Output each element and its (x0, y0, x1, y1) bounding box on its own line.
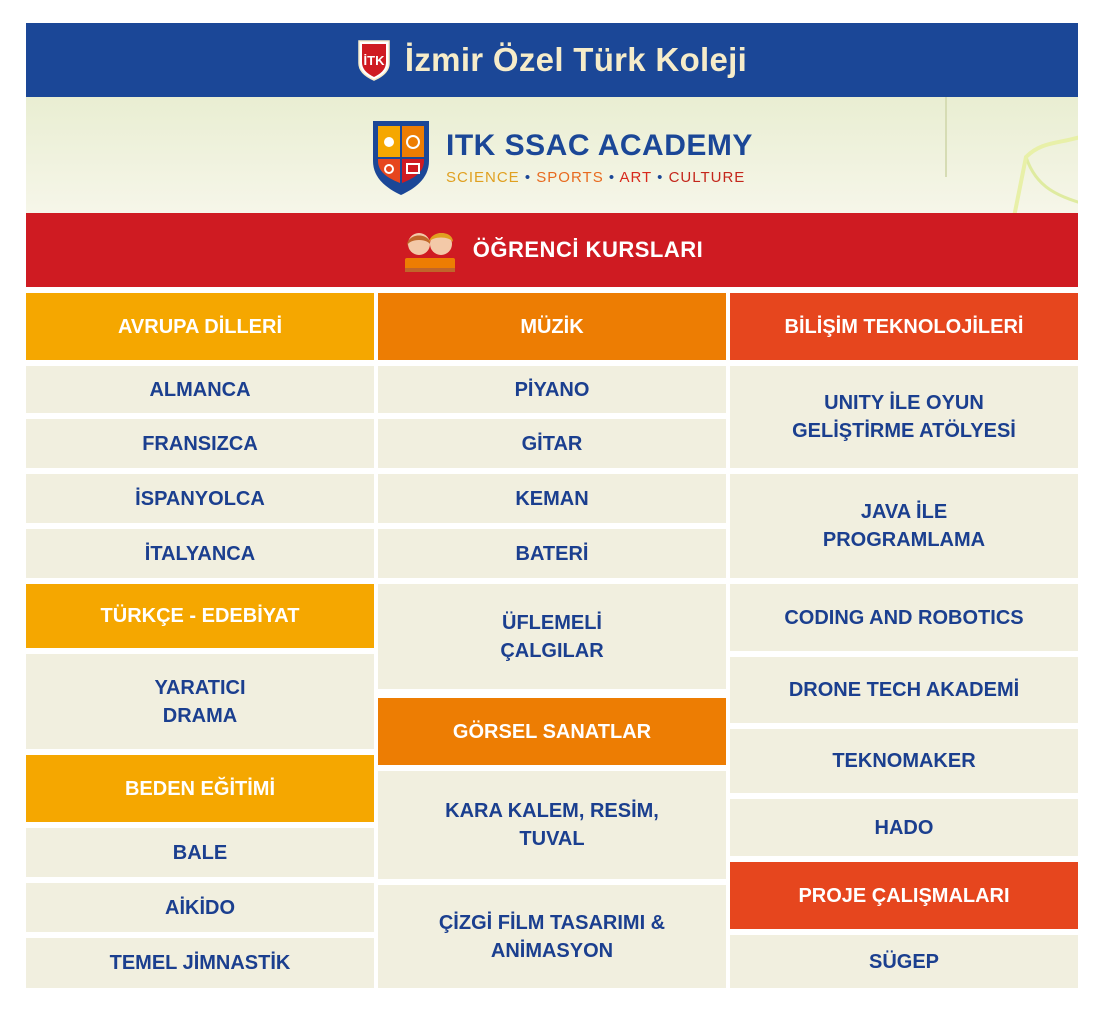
category-music: MÜZİK (378, 293, 726, 360)
category-european-languages: AVRUPA DİLLERİ (26, 293, 374, 360)
course-item: TEKNOMAKER (730, 729, 1078, 793)
course-item: DRONE TECH AKADEMİ (730, 657, 1078, 723)
tagline-art: ART (619, 168, 652, 186)
academy-brand (370, 117, 753, 197)
category-project-work: PROJE ÇALIŞMALARI (730, 862, 1078, 929)
tagline-separator: • (608, 168, 616, 186)
course-item: ÇİZGİ FİLM TASARIMI & ANİMASYON (378, 885, 726, 988)
tagline-sports: SPORTS (536, 168, 604, 186)
course-item: YARATICI DRAMA (26, 654, 374, 749)
course-item: ALMANCA (26, 366, 374, 413)
tagline-separator: • (657, 168, 664, 186)
academy-tagline (446, 169, 753, 186)
academy-name: ITK SSAC ACADEMY (446, 128, 753, 162)
students-icon (401, 224, 459, 276)
school-shield-logo-icon (357, 39, 391, 81)
course-item: ÜFLEMELİ ÇALGILAR (378, 584, 726, 689)
course-item: GİTAR (378, 419, 726, 468)
course-item: BATERİ (378, 529, 726, 578)
course-item: JAVA İLE PROGRAMLAMA (730, 474, 1078, 578)
course-item: KARA KALEM, RESİM, TUVAL (378, 771, 726, 879)
category-information-technologies: BİLİŞİM TEKNOLOJİLERİ (730, 293, 1078, 360)
course-item: UNITY İLE OYUN GELİŞTİRME ATÖLYESİ (730, 366, 1078, 468)
course-item: KEMAN (378, 474, 726, 523)
academy-shield-icon (370, 117, 432, 197)
course-poster (26, 23, 1078, 993)
category-turkish-literature: TÜRKÇE - EDEBİYAT (26, 584, 374, 648)
tagline-science: SCIENCE (446, 168, 520, 186)
tagline-separator: • (524, 168, 532, 186)
decorative-shield-outline-icon (906, 97, 1078, 213)
course-item: BALE (26, 828, 374, 877)
school-name: İzmir Özel Türk Koleji (404, 41, 748, 78)
course-item: SÜGEP (730, 935, 1078, 988)
course-item: AİKİDO (26, 883, 374, 932)
course-item: İTALYANCA (26, 529, 374, 578)
academy-header (26, 97, 1078, 213)
course-item: TEMEL JİMNASTİK (26, 938, 374, 988)
logo-text: İTK (363, 53, 385, 68)
category-visual-arts: GÖRSEL SANATLAR (378, 698, 726, 765)
course-item: PİYANO (378, 366, 726, 413)
courses-banner (26, 213, 1078, 287)
course-item: İSPANYOLCA (26, 474, 374, 523)
course-item: FRANSIZCA (26, 419, 374, 468)
course-item: CODING AND ROBOTICS (730, 584, 1078, 651)
tagline-culture: CULTURE (668, 168, 746, 186)
school-header (26, 23, 1078, 97)
category-physical-education: BEDEN EĞİTİMİ (26, 755, 374, 822)
course-item: HADO (730, 799, 1078, 856)
courses-title: ÖĞRENCİ KURSLARI (472, 237, 704, 262)
